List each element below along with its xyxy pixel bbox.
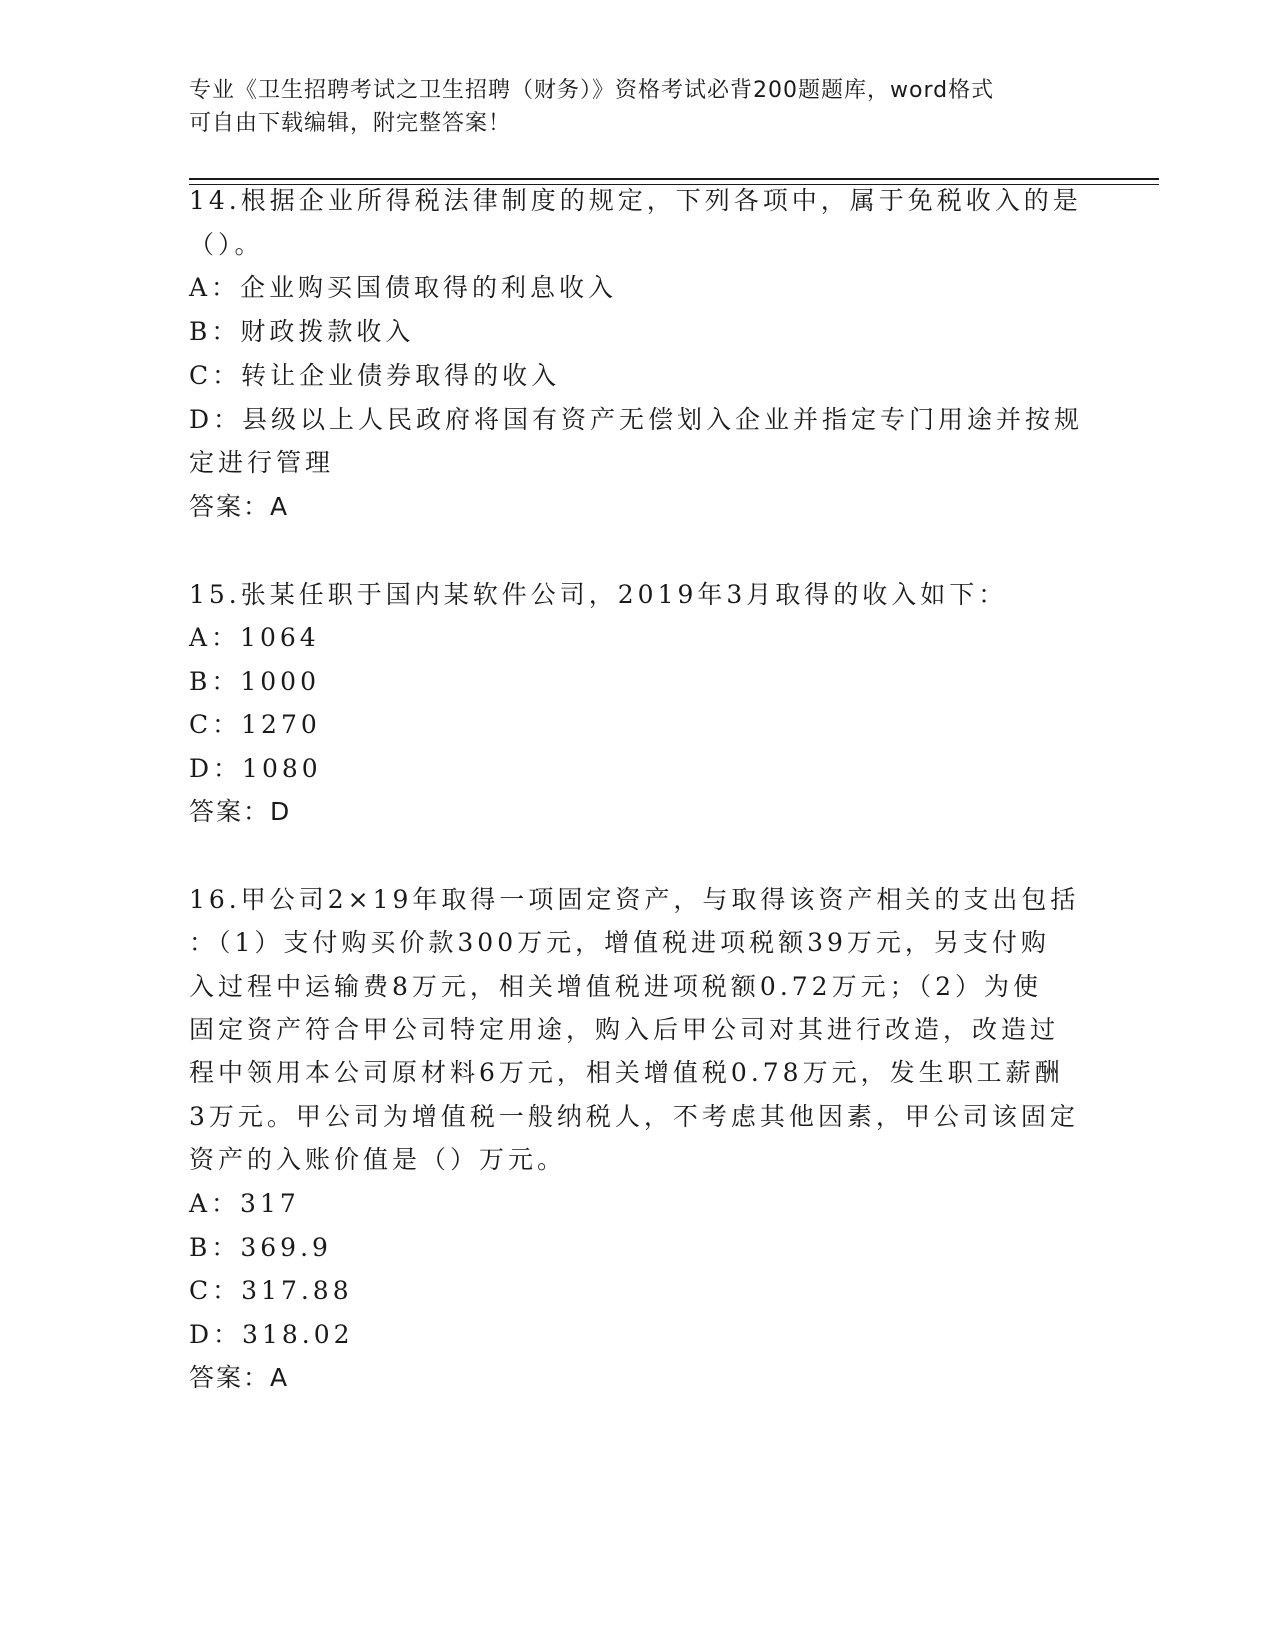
question-16-option-d: D：318.02 xyxy=(189,1320,354,1349)
question-16-answer: 答案：A xyxy=(189,1363,290,1392)
question-16-option-c: C：317.88 xyxy=(189,1276,353,1305)
question-14-stem-line-1: 14.根据企业所得税法律制度的规定，下列各项中，属于免税收入的是 xyxy=(189,186,1082,215)
header-line-1: 专业《卫生招聘考试之卫生招聘（财务）》资格考试必背200题题库，word格式 xyxy=(189,78,995,103)
question-14-stem-line-2: （）。 xyxy=(189,230,264,259)
header-line-2: 可自由下载编辑，附完整答案！ xyxy=(189,111,512,136)
question-16-stem-line-1: 16.甲公司2×19年取得一项固定资产，与取得该资产相关的支出包括 xyxy=(189,885,1080,914)
question-15-option-b: B：1000 xyxy=(189,667,320,696)
question-15-stem: 15.张某任职于国内某软件公司，2019年3月取得的收入如下： xyxy=(189,580,1008,609)
question-16-stem-line-3: 入过程中运输费8万元，相关增值税进项税额0.72万元；（2）为使 xyxy=(189,972,1042,1001)
question-15-answer: 答案：D xyxy=(189,797,292,826)
header-divider-thin xyxy=(189,184,1159,185)
question-16-stem-line-7: 资产的入账价值是（）万元。 xyxy=(189,1145,567,1174)
question-14-option-d-line-1: D：县级以上人民政府将国有资产无偿划入企业并指定专门用途并按规 xyxy=(189,405,1084,434)
question-16-stem-line-6: 3万元。甲公司为增值税一般纳税人，不考虑其他因素，甲公司该固定 xyxy=(189,1102,1079,1131)
question-14-option-b: B：财政拨款收入 xyxy=(189,317,415,346)
question-16-stem-line-4: 固定资产符合甲公司特定用途，购入后甲公司对其进行改造，改造过 xyxy=(189,1015,1060,1044)
question-15-option-d: D：1080 xyxy=(189,754,322,783)
question-14-option-a: A：企业购买国债取得的利息收入 xyxy=(189,273,618,302)
question-14-answer: 答案：A xyxy=(189,492,290,521)
question-16-stem-line-5: 程中领用本公司原材料6万元，相关增值税0.78万元，发生职工薪酬 xyxy=(189,1058,1064,1087)
question-14-option-c: C：转让企业债券取得的收入 xyxy=(189,361,561,390)
question-14-option-d-line-2: 定进行管理 xyxy=(189,448,335,477)
question-15-option-a: A：1064 xyxy=(189,623,320,652)
question-16-option-a: A：317 xyxy=(189,1189,300,1218)
question-16-stem-line-2: ：（1）支付购买价款300万元，增值税进项税额39万元，另支付购 xyxy=(189,928,1050,957)
question-15-option-c: C：1270 xyxy=(189,710,321,739)
header-divider-thick xyxy=(189,178,1159,180)
document-header xyxy=(189,74,1069,140)
question-16-option-b: B：369.9 xyxy=(189,1233,332,1262)
